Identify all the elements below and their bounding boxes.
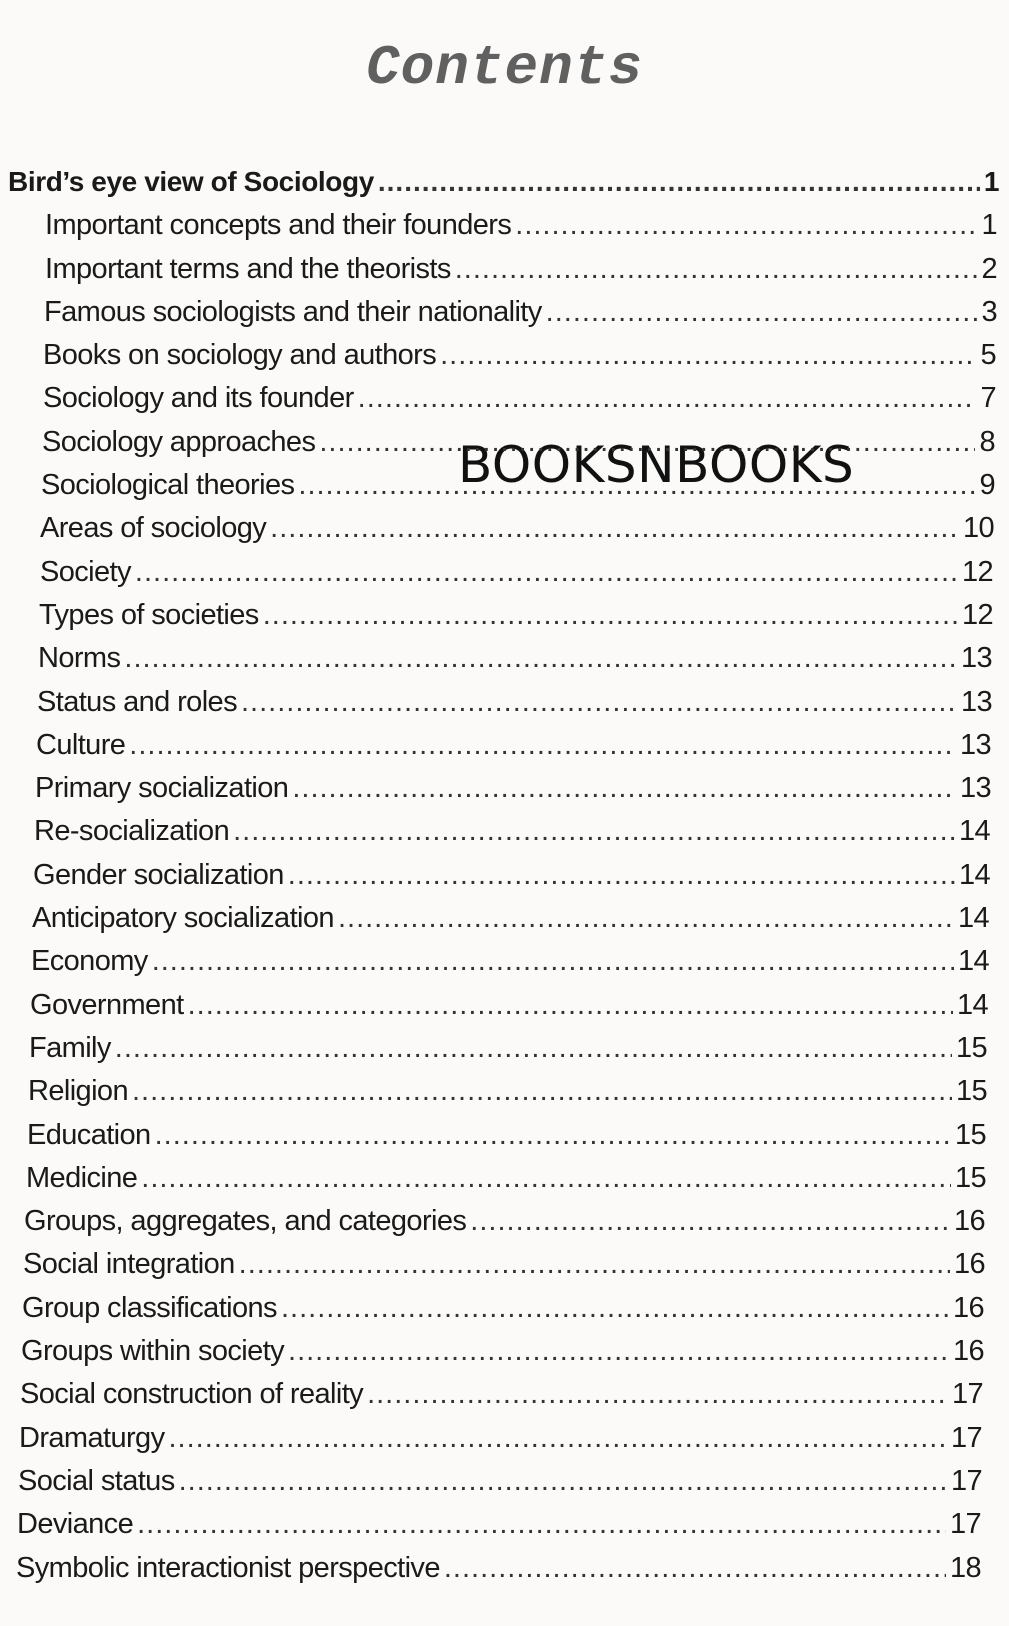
toc-entry-page: 13 bbox=[959, 772, 991, 805]
toc-entry-page: 16 bbox=[953, 1205, 985, 1238]
toc-entry[interactable] bbox=[0, 1335, 1009, 1378]
dot-leader bbox=[440, 339, 976, 372]
toc-entry-label: Economy bbox=[31, 945, 148, 978]
toc-entry-label: Bird’s eye view of Sociology bbox=[8, 166, 374, 197]
dot-leader bbox=[233, 815, 955, 848]
watermark: BOOKSNBOOKS bbox=[458, 436, 855, 494]
dot-leader bbox=[546, 296, 978, 329]
toc-entry-label: Anticipatory socialization bbox=[32, 902, 334, 935]
dot-leader bbox=[239, 1248, 950, 1281]
dot-leader bbox=[281, 1292, 949, 1325]
toc-entry-label: Religion bbox=[28, 1075, 128, 1108]
dot-leader bbox=[358, 382, 977, 415]
dot-leader bbox=[288, 1335, 949, 1368]
toc-entry[interactable] bbox=[0, 772, 1009, 815]
toc-entry-page: 13 bbox=[960, 642, 992, 675]
toc-entry-label: Types of societies bbox=[39, 598, 259, 631]
toc-entry-page: 8 bbox=[979, 425, 995, 458]
dot-leader bbox=[319, 426, 975, 459]
toc-entry[interactable] bbox=[0, 1465, 1009, 1508]
toc-entry[interactable] bbox=[0, 1248, 1009, 1291]
toc-entry-label: Medicine bbox=[26, 1161, 138, 1194]
toc-entry-page: 7 bbox=[980, 382, 996, 415]
toc-entry-label: Re-socialization bbox=[34, 815, 230, 848]
toc-entry-page: 13 bbox=[959, 728, 991, 761]
toc-entry-page: 1 bbox=[981, 209, 997, 242]
toc-entry-label: Family bbox=[29, 1031, 111, 1064]
toc-entry-page: 5 bbox=[980, 339, 996, 372]
toc-entry-page: 17 bbox=[950, 1421, 982, 1454]
dot-leader bbox=[169, 1422, 947, 1455]
dot-leader bbox=[188, 989, 953, 1022]
dot-leader bbox=[152, 945, 954, 978]
toc-entry-label: Society bbox=[40, 555, 131, 588]
toc-entry-page: 12 bbox=[961, 555, 993, 588]
toc-entry[interactable] bbox=[0, 1508, 1009, 1551]
toc-entry-label: Group classifications bbox=[22, 1291, 277, 1324]
toc-entry-label: Symbolic interactionist perspective bbox=[16, 1551, 440, 1584]
page-title: Contents bbox=[366, 36, 643, 100]
toc-entry[interactable] bbox=[0, 512, 1009, 555]
dot-leader bbox=[124, 642, 957, 675]
dot-leader bbox=[455, 253, 978, 286]
toc-entry[interactable] bbox=[0, 686, 1009, 729]
toc-entry-label: Norms bbox=[38, 642, 121, 675]
toc-entry[interactable] bbox=[0, 902, 1009, 945]
toc-entry-page: 16 bbox=[952, 1291, 984, 1324]
dot-leader bbox=[179, 1465, 947, 1498]
toc-entry-page: 17 bbox=[951, 1378, 983, 1411]
dot-leader bbox=[444, 1552, 946, 1585]
toc-entry[interactable] bbox=[0, 382, 1009, 425]
toc-entry[interactable] bbox=[0, 1032, 1009, 1075]
toc-entry[interactable] bbox=[0, 1205, 1009, 1248]
toc-entry-label: Deviance bbox=[17, 1508, 134, 1541]
toc-entry-label: Groups within society bbox=[21, 1335, 285, 1368]
toc-entry[interactable] bbox=[0, 945, 1009, 988]
dot-leader bbox=[338, 902, 954, 935]
toc-entry-label: Dramaturgy bbox=[19, 1421, 165, 1454]
toc-entry[interactable] bbox=[0, 253, 1009, 296]
toc-entry-label: Status and roles bbox=[37, 685, 237, 718]
dot-leader bbox=[288, 859, 955, 892]
toc-entry-page: 16 bbox=[953, 1248, 985, 1281]
toc-entry-label: Books on sociology and authors bbox=[43, 339, 437, 372]
dot-leader bbox=[367, 1378, 948, 1411]
toc-entry[interactable] bbox=[0, 1422, 1009, 1465]
dot-leader bbox=[270, 512, 959, 545]
toc-entry-label: Culture bbox=[36, 728, 126, 761]
toc-entry[interactable] bbox=[0, 426, 1009, 469]
toc-entry-page: 9 bbox=[979, 469, 995, 502]
dot-leader bbox=[132, 1075, 952, 1108]
toc-entry-page: 14 bbox=[958, 815, 990, 848]
toc-entry-main[interactable] bbox=[0, 166, 1009, 209]
toc-entry[interactable] bbox=[0, 1162, 1009, 1205]
toc-entry[interactable] bbox=[0, 339, 1009, 382]
toc-entry-page: 15 bbox=[955, 1075, 987, 1108]
toc-entry-label: Social construction of reality bbox=[20, 1378, 364, 1411]
dot-leader bbox=[155, 1119, 951, 1152]
toc-entry[interactable] bbox=[0, 989, 1009, 1032]
toc-entry[interactable] bbox=[0, 296, 1009, 339]
dot-leader bbox=[141, 1162, 951, 1195]
toc-entry[interactable] bbox=[0, 1075, 1009, 1118]
toc-entry[interactable] bbox=[0, 859, 1009, 902]
toc-entry-label: Groups, aggregates, and categories bbox=[24, 1205, 467, 1238]
toc-entry-page: 18 bbox=[949, 1551, 981, 1584]
toc-entry[interactable] bbox=[0, 469, 1009, 512]
toc-entry-page: 3 bbox=[981, 295, 997, 328]
table-of-contents bbox=[0, 166, 1009, 1595]
toc-entry-label: Famous sociologists and their nationality bbox=[44, 295, 542, 328]
toc-entry-page: 13 bbox=[960, 685, 992, 718]
dot-leader bbox=[378, 166, 980, 198]
dot-leader bbox=[292, 772, 956, 805]
dot-leader bbox=[241, 686, 957, 719]
toc-entry-page: 14 bbox=[957, 902, 989, 935]
toc-entry-label: Education bbox=[27, 1118, 151, 1151]
toc-entry[interactable] bbox=[0, 729, 1009, 772]
toc-entry-label: Gender socialization bbox=[33, 858, 284, 891]
toc-entry-label: Sociology approaches bbox=[42, 425, 316, 458]
toc-entry-page: 14 bbox=[956, 988, 988, 1021]
toc-entry[interactable] bbox=[0, 1552, 1009, 1595]
dot-leader bbox=[515, 209, 977, 242]
dot-leader bbox=[129, 729, 956, 762]
dot-leader bbox=[137, 1508, 946, 1541]
toc-entry[interactable] bbox=[0, 599, 1009, 642]
dot-leader bbox=[298, 469, 975, 502]
toc-entry-label: Important concepts and their founders bbox=[45, 209, 512, 242]
toc-entry-page: 15 bbox=[955, 1031, 987, 1064]
toc-entry-label: Important terms and the theorists bbox=[45, 252, 451, 285]
toc-entry[interactable] bbox=[0, 209, 1009, 252]
dot-leader bbox=[263, 599, 958, 632]
toc-entry-page: 12 bbox=[961, 598, 993, 631]
toc-entry-page: 14 bbox=[957, 945, 989, 978]
toc-entry-page: 10 bbox=[962, 512, 994, 545]
toc-entry-page: 17 bbox=[950, 1464, 982, 1497]
toc-entry-page: 16 bbox=[952, 1335, 984, 1368]
toc-entry[interactable] bbox=[0, 815, 1009, 858]
toc-entry-label: Social status bbox=[18, 1464, 175, 1497]
toc-entry-label: Sociology and its founder bbox=[43, 382, 354, 415]
toc-entry-page: 15 bbox=[954, 1161, 986, 1194]
toc-entry-label: Social integration bbox=[23, 1248, 235, 1281]
dot-leader bbox=[470, 1205, 950, 1238]
toc-entry-page: 1 bbox=[983, 166, 999, 197]
toc-entry-page: 2 bbox=[981, 252, 997, 285]
toc-entry[interactable] bbox=[0, 556, 1009, 599]
dot-leader bbox=[115, 1032, 952, 1065]
toc-entry-page: 14 bbox=[958, 858, 990, 891]
toc-entry[interactable] bbox=[0, 1378, 1009, 1421]
toc-entry[interactable] bbox=[0, 642, 1009, 685]
toc-entry-label: Areas of sociology bbox=[40, 512, 267, 545]
toc-entry-page: 17 bbox=[949, 1508, 981, 1541]
toc-entry[interactable] bbox=[0, 1119, 1009, 1162]
toc-entry-page: 15 bbox=[954, 1118, 986, 1151]
toc-entry[interactable] bbox=[0, 1292, 1009, 1335]
toc-entry-label: Sociological theories bbox=[41, 469, 295, 502]
dot-leader bbox=[135, 556, 958, 589]
toc-entry-label: Government bbox=[30, 988, 184, 1021]
toc-entry-label: Primary socialization bbox=[35, 772, 289, 805]
